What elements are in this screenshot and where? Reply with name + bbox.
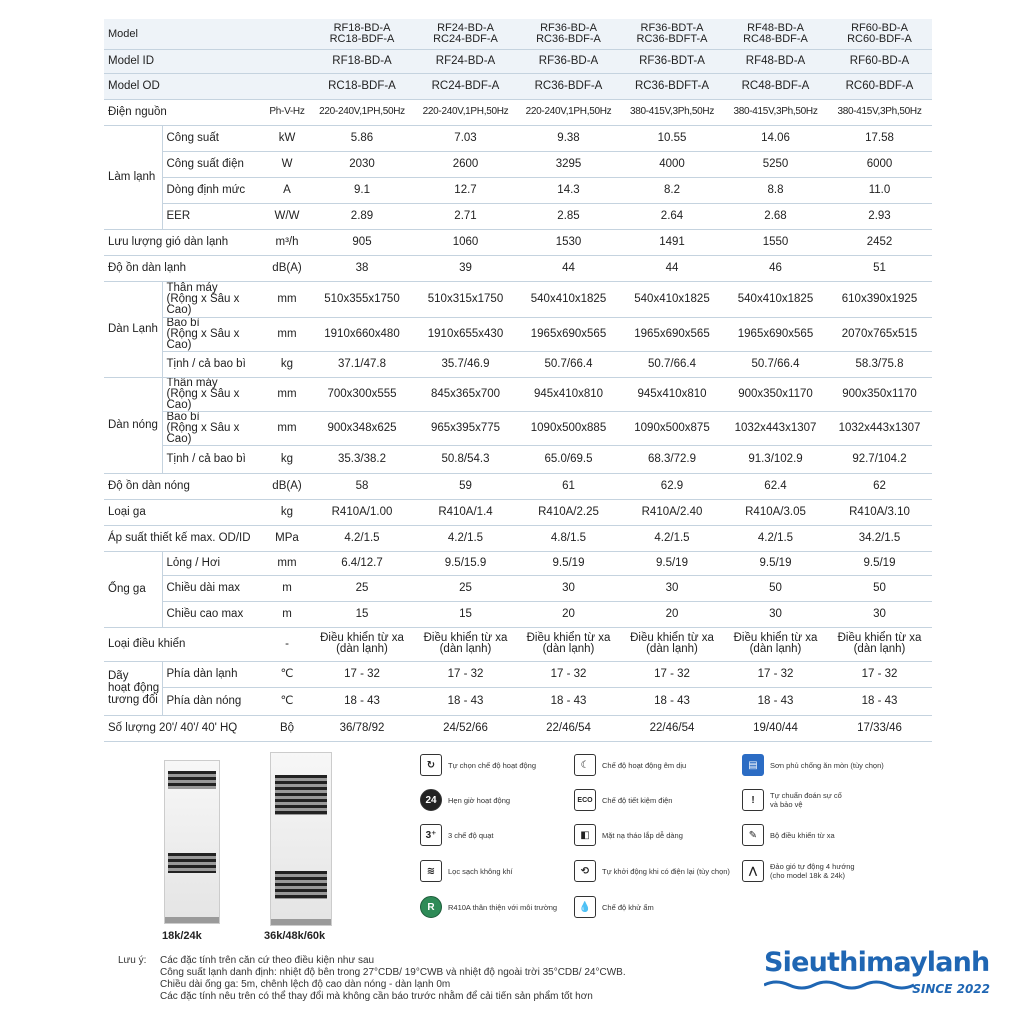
feature-text: Chế độ hoạt động êm dịu (602, 760, 687, 770)
table-row (104, 411, 932, 445)
value-cell: Điều khiển từ xa (dàn lạnh) (414, 627, 517, 661)
value-cell: 11.0 (827, 177, 932, 203)
value-cell: 25 (414, 575, 517, 601)
value-cell: 17 - 32 (310, 661, 414, 687)
value-cell: 19/40/44 (724, 715, 827, 741)
value-cell: 540x410x1825 (724, 281, 827, 317)
value-cell: 62.4 (724, 473, 827, 499)
indoor-unit-small-image (164, 760, 220, 924)
sub-label: Phía dàn nóng (162, 687, 264, 715)
table-row (104, 377, 932, 411)
table-row (104, 551, 932, 575)
value-cell: 4.8/1.5 (517, 525, 620, 551)
value-cell: 50 (724, 575, 827, 601)
value-cell: 17 - 32 (724, 661, 827, 687)
value-cell: 30 (620, 575, 724, 601)
table-row (104, 151, 932, 177)
unit-cell: Ph-V-Hz (264, 99, 310, 125)
value-cell: 380-415V,3Ph,50Hz (827, 99, 932, 125)
value-cell: 1530 (517, 229, 620, 255)
feature-item (574, 752, 686, 778)
feature-item (742, 752, 884, 778)
sub-label: EER (162, 203, 264, 229)
unit-cell: A (264, 177, 310, 203)
model-cell: RC36-BDF-A (517, 73, 620, 99)
value-cell: 38 (310, 255, 414, 281)
feature-item (574, 822, 683, 848)
unit-cell: dB(A) (264, 255, 310, 281)
group-label: Dàn nóng (104, 377, 162, 473)
unit-cell: W (264, 151, 310, 177)
table-row (104, 715, 932, 741)
model-cell: RF36-BD-A RC36-BDF-A (517, 19, 620, 49)
value-cell: 510x355x1750 (310, 281, 414, 317)
value-cell: 220-240V,1PH,50Hz (310, 99, 414, 125)
value-cell: 17 - 32 (517, 661, 620, 687)
value-cell: 25 (310, 575, 414, 601)
value-cell: 9.5/19 (827, 551, 932, 575)
value-cell: 380-415V,3Ph,50Hz (724, 99, 827, 125)
row-label: Độ ồn dàn lạnh (104, 255, 264, 281)
remote-icon: ✎ (742, 824, 764, 846)
value-cell: 92.7/104.2 (827, 445, 932, 473)
value-cell: 900x350x1170 (724, 377, 827, 411)
table-row (104, 49, 932, 73)
value-cell: 17.58 (827, 125, 932, 151)
value-cell: 18 - 43 (414, 687, 517, 715)
value-cell: 9.5/15.9 (414, 551, 517, 575)
value-cell: 7.03 (414, 125, 517, 151)
value-cell: 68.3/72.9 (620, 445, 724, 473)
value-cell: 2600 (414, 151, 517, 177)
model-cell: RF24-BD-A (414, 49, 517, 73)
value-cell: R410A/1.00 (310, 499, 414, 525)
value-cell: 58 (310, 473, 414, 499)
sub-label: Công suất (162, 125, 264, 151)
value-cell: 18 - 43 (620, 687, 724, 715)
value-cell: 5.86 (310, 125, 414, 151)
feature-item (420, 858, 513, 884)
value-cell: 4.2/1.5 (620, 525, 724, 551)
feature-text: Tự khởi động khi có điện lại (tùy chọn) (602, 866, 730, 876)
value-cell: 15 (310, 601, 414, 627)
model-cell: RF18-BD-A RC18-BDF-A (310, 19, 414, 49)
group-label: Làm lạnh (104, 125, 162, 229)
table-row (104, 525, 932, 551)
value-cell: 6.4/12.7 (310, 551, 414, 575)
large-unit-caption: 36k/48k/60k (264, 930, 326, 942)
value-cell: 50.7/66.4 (724, 351, 827, 377)
r410a-icon: R (420, 896, 442, 918)
value-cell: 50.8/54.3 (414, 445, 517, 473)
model-cell: RC18-BDF-A (310, 73, 414, 99)
value-cell: 18 - 43 (517, 687, 620, 715)
value-cell: 700x300x555 (310, 377, 414, 411)
value-cell: 965x395x775 (414, 411, 517, 445)
value-cell: 17 - 32 (620, 661, 724, 687)
sub-label: Thân máy (Rộng x Sâu x Cao) (162, 281, 264, 317)
auto-restart-icon: ⟲ (574, 860, 596, 882)
group-label: Dàn Lạnh (104, 281, 162, 377)
table-row (104, 255, 932, 281)
table-row (104, 317, 932, 351)
value-cell: 65.0/69.5 (517, 445, 620, 473)
value-cell: 1032x443x1307 (724, 411, 827, 445)
value-cell: 34.2/1.5 (827, 525, 932, 551)
note-line: Công suất lạnh danh định: nhiệt độ bên trong 27°CDB/ 19°CWB và nhiệt độ ngoài trời 35°CDB/ 24°CWB. (160, 967, 626, 978)
table-row (104, 203, 932, 229)
value-cell: 18 - 43 (827, 687, 932, 715)
value-cell: 2030 (310, 151, 414, 177)
value-cell: 2.68 (724, 203, 827, 229)
feature-text: 3 chế độ quạt (448, 830, 494, 840)
table-row (104, 499, 932, 525)
value-cell: 18 - 43 (724, 687, 827, 715)
value-cell: 1965x690x565 (517, 317, 620, 351)
row-label: Loại điều khiển (104, 627, 264, 661)
value-cell: 22/46/54 (620, 715, 724, 741)
group-label: Ống ga (104, 551, 162, 627)
value-cell: Điều khiển từ xa (dàn lạnh) (310, 627, 414, 661)
notes-label: Lưu ý: (118, 955, 147, 966)
unit-cell: mm (264, 377, 310, 411)
unit-cell: ℃ (264, 687, 310, 715)
row-label: Model (104, 19, 310, 49)
table-row (104, 445, 932, 473)
value-cell: 1090x500x875 (620, 411, 724, 445)
model-cell: RF60-BD-A (827, 49, 932, 73)
timer-24h-icon: 24 (420, 789, 442, 811)
value-cell: 2.93 (827, 203, 932, 229)
feature-text: Hẹn giờ hoạt động (448, 795, 511, 805)
panel-icon: ◧ (574, 824, 596, 846)
dehumidify-icon: 💧 (574, 896, 596, 918)
model-cell: RC48-BDF-A (724, 73, 827, 99)
value-cell: 4000 (620, 151, 724, 177)
value-cell: 900x348x625 (310, 411, 414, 445)
value-cell: 2.64 (620, 203, 724, 229)
model-cell: RC24-BDF-A (414, 73, 517, 99)
unit-cell: m (264, 601, 310, 627)
value-cell: 905 (310, 229, 414, 255)
value-cell: 24/52/66 (414, 715, 517, 741)
unit-cell: kg (264, 351, 310, 377)
value-cell: Điều khiển từ xa (dàn lạnh) (724, 627, 827, 661)
value-cell: 18 - 43 (310, 687, 414, 715)
small-unit-caption: 18k/24k (162, 930, 202, 942)
value-cell: 4.2/1.5 (414, 525, 517, 551)
sub-label: Tịnh / cả bao bì (162, 445, 264, 473)
value-cell: 62.9 (620, 473, 724, 499)
value-cell: 1910x660x480 (310, 317, 414, 351)
unit-cell: ℃ (264, 661, 310, 687)
value-cell: 50.7/66.4 (620, 351, 724, 377)
notes (118, 955, 626, 1003)
value-cell: 1060 (414, 229, 517, 255)
value-cell: 20 (517, 601, 620, 627)
value-cell: 945x410x810 (620, 377, 724, 411)
value-cell: 51 (827, 255, 932, 281)
value-cell: Điều khiển từ xa (dàn lạnh) (827, 627, 932, 661)
feature-text: Lọc sạch không khí (448, 866, 513, 876)
model-cell: RF36-BDT-A (620, 49, 724, 73)
value-cell: 2.85 (517, 203, 620, 229)
value-cell: 46 (724, 255, 827, 281)
value-cell: 1965x690x565 (724, 317, 827, 351)
value-cell: 2.89 (310, 203, 414, 229)
value-cell: 6000 (827, 151, 932, 177)
anti-corrosion-icon: ▤ (742, 754, 764, 776)
value-cell: 2070x765x515 (827, 317, 932, 351)
value-cell: R410A/2.25 (517, 499, 620, 525)
value-cell: 22/46/54 (517, 715, 620, 741)
value-cell: 540x410x1825 (517, 281, 620, 317)
table-row (104, 627, 932, 661)
value-cell: 9.5/19 (724, 551, 827, 575)
table-row (104, 575, 932, 601)
value-cell: 900x350x1170 (827, 377, 932, 411)
value-cell: 2452 (827, 229, 932, 255)
value-cell: 3295 (517, 151, 620, 177)
table-row (104, 73, 932, 99)
row-label: Áp suất thiết kế max. OD/ID (104, 525, 264, 551)
value-cell: 945x410x810 (517, 377, 620, 411)
value-cell: 9.1 (310, 177, 414, 203)
sub-label: Bao bì (Rộng x Sâu x Cao) (162, 317, 264, 351)
spec-table (104, 19, 932, 742)
value-cell: Điều khiển từ xa (dàn lạnh) (517, 627, 620, 661)
unit-cell: mm (264, 281, 310, 317)
table-row (104, 687, 932, 715)
wave-icon (764, 978, 914, 992)
feature-text: Đảo gió tự động 4 hướng (cho model 18k & 24k) (770, 862, 855, 880)
row-label: Loại ga (104, 499, 264, 525)
value-cell: R410A/3.05 (724, 499, 827, 525)
feature-text: Chế độ tiết kiệm điện (602, 795, 673, 805)
value-cell: 50 (827, 575, 932, 601)
value-cell: 35.3/38.2 (310, 445, 414, 473)
value-cell: 610x390x1925 (827, 281, 932, 317)
feature-item (742, 787, 842, 813)
sub-label: Công suất điện (162, 151, 264, 177)
note-line: Các đặc tính nêu trên có thể thay đổi mà không cần báo trước nhằm để cải tiến sản phẩm tốt hơn (160, 991, 593, 1002)
feature-item (574, 787, 672, 813)
value-cell: 14.3 (517, 177, 620, 203)
value-cell: 220-240V,1PH,50Hz (414, 99, 517, 125)
table-row (104, 229, 932, 255)
note-line: Chiều dài ống ga: 5m, chênh lệch độ cao dàn nóng - dàn lạnh 0m (160, 979, 451, 990)
value-cell: 8.8 (724, 177, 827, 203)
unit-cell: m (264, 575, 310, 601)
feature-item (420, 894, 557, 920)
value-cell: 17/33/46 (827, 715, 932, 741)
table-row (104, 473, 932, 499)
value-cell: 17 - 32 (827, 661, 932, 687)
indoor-unit-large-image (270, 752, 332, 926)
model-cell: RC60-BDF-A (827, 73, 932, 99)
unit-cell: MPa (264, 525, 310, 551)
model-cell: RF18-BD-A (310, 49, 414, 73)
value-cell: 845x365x700 (414, 377, 517, 411)
table-row (104, 177, 932, 203)
value-cell: 220-240V,1PH,50Hz (517, 99, 620, 125)
value-cell: R410A/2.40 (620, 499, 724, 525)
unit-cell: mm (264, 411, 310, 445)
feature-text: Mặt nạ tháo lắp dễ dàng (602, 830, 683, 840)
value-cell: 39 (414, 255, 517, 281)
value-cell: 44 (620, 255, 724, 281)
sub-label: Tịnh / cả bao bì (162, 351, 264, 377)
feature-item (420, 752, 536, 778)
model-cell: RF36-BDT-A RC36-BDFT-A (620, 19, 724, 49)
row-label: Model OD (104, 73, 310, 99)
value-cell: 9.5/19 (620, 551, 724, 575)
model-cell: RF48-BD-A (724, 49, 827, 73)
value-cell: 9.38 (517, 125, 620, 151)
sub-label: Phía dàn lạnh (162, 661, 264, 687)
table-row (104, 281, 932, 317)
value-cell: 5250 (724, 151, 827, 177)
unit-cell: kW (264, 125, 310, 151)
model-cell: RF24-BD-A RC24-BDF-A (414, 19, 517, 49)
table-row (104, 125, 932, 151)
model-cell: RF48-BD-A RC48-BDF-A (724, 19, 827, 49)
value-cell: 1032x443x1307 (827, 411, 932, 445)
brand-logo (764, 948, 996, 998)
table-row (104, 601, 932, 627)
self-diagnosis-icon: ! (742, 789, 764, 811)
unit-cell: mm (264, 317, 310, 351)
value-cell: 1491 (620, 229, 724, 255)
sub-label: Bao bì (Rộng x Sâu x Cao) (162, 411, 264, 445)
value-cell: 8.2 (620, 177, 724, 203)
sub-label: Dòng định mức (162, 177, 264, 203)
value-cell: 37.1/47.8 (310, 351, 414, 377)
sub-label: Thân máy (Rộng x Sâu x Cao) (162, 377, 264, 411)
quiet-mode-icon: ☾ (574, 754, 596, 776)
value-cell: 4.2/1.5 (724, 525, 827, 551)
feature-item (742, 822, 835, 848)
feature-text: Sơn phủ chống ăn mòn (tùy chọn) (770, 760, 884, 770)
row-label: Lưu lượng gió dàn lạnh (104, 229, 264, 255)
value-cell: 540x410x1825 (620, 281, 724, 317)
unit-cell: W/W (264, 203, 310, 229)
feature-text: Tự chuẩn đoán sự cố và bảo vệ (770, 791, 842, 809)
row-label: Độ ồn dàn nóng (104, 473, 264, 499)
feature-item (574, 894, 654, 920)
unit-cell: Bộ (264, 715, 310, 741)
value-cell: 30 (827, 601, 932, 627)
value-cell: 91.3/102.9 (724, 445, 827, 473)
value-cell: 30 (517, 575, 620, 601)
row-label: Điện nguồn (104, 99, 264, 125)
unit-cell: mm (264, 551, 310, 575)
value-cell: R410A/1.4 (414, 499, 517, 525)
feature-item (742, 858, 855, 884)
value-cell: 35.7/46.9 (414, 351, 517, 377)
note-line: Các đặc tính trên căn cứ theo điều kiện như sau (160, 955, 375, 966)
group-label: Dãy hoạt động tương đối (104, 661, 162, 715)
auto-mode-icon: ↻ (420, 754, 442, 776)
value-cell: 44 (517, 255, 620, 281)
value-cell: 380-415V,3Ph,50Hz (620, 99, 724, 125)
value-cell: Điều khiển từ xa (dàn lạnh) (620, 627, 724, 661)
feature-item (420, 822, 493, 848)
brand-since: SINCE 2022 (912, 982, 990, 996)
value-cell: 17 - 32 (414, 661, 517, 687)
value-cell: 1550 (724, 229, 827, 255)
value-cell: 10.55 (620, 125, 724, 151)
value-cell: 14.06 (724, 125, 827, 151)
feature-text: Chế độ khử ẩm (602, 902, 654, 912)
value-cell: 510x315x1750 (414, 281, 517, 317)
unit-cell: kg (264, 445, 310, 473)
model-cell: RF36-BD-A (517, 49, 620, 73)
unit-cell: m³/h (264, 229, 310, 255)
value-cell: 1910x655x430 (414, 317, 517, 351)
model-cell: RC36-BDFT-A (620, 73, 724, 99)
value-cell: 61 (517, 473, 620, 499)
swing-icon: ⋀ (742, 860, 764, 882)
unit-cell: - (264, 627, 310, 661)
row-label: Model ID (104, 49, 310, 73)
unit-cell: kg (264, 499, 310, 525)
sub-label: Chiều cao max (162, 601, 264, 627)
air-filter-icon: ≋ (420, 860, 442, 882)
value-cell: R410A/3.10 (827, 499, 932, 525)
value-cell: 30 (724, 601, 827, 627)
row-label: Số lượng 20'/ 40'/ 40' HQ (104, 715, 264, 741)
sub-label: Lỏng / Hơi (162, 551, 264, 575)
value-cell: 15 (414, 601, 517, 627)
feature-item (574, 858, 730, 884)
feature-text: Bộ điều khiển từ xa (770, 830, 835, 840)
feature-text: R410A thân thiện với môi trường (448, 902, 558, 912)
value-cell: 20 (620, 601, 724, 627)
table-row (104, 99, 932, 125)
fan-speed-icon: 3⁺ (420, 824, 442, 846)
value-cell: 1090x500x885 (517, 411, 620, 445)
value-cell: 9.5/19 (517, 551, 620, 575)
table-row (104, 351, 932, 377)
feature-text: Tự chọn chế độ hoạt động (448, 760, 537, 770)
eco-icon: ECO (574, 789, 596, 811)
brand-name: Sieuthimaylanh (764, 947, 990, 978)
unit-cell: dB(A) (264, 473, 310, 499)
value-cell: 12.7 (414, 177, 517, 203)
table-row (104, 19, 932, 49)
sub-label: Chiều dài max (162, 575, 264, 601)
value-cell: 58.3/75.8 (827, 351, 932, 377)
value-cell: 62 (827, 473, 932, 499)
value-cell: 59 (414, 473, 517, 499)
value-cell: 2.71 (414, 203, 517, 229)
value-cell: 36/78/92 (310, 715, 414, 741)
value-cell: 1965x690x565 (620, 317, 724, 351)
value-cell: 4.2/1.5 (310, 525, 414, 551)
value-cell: 50.7/66.4 (517, 351, 620, 377)
model-cell: RF60-BD-A RC60-BDF-A (827, 19, 932, 49)
table-row (104, 661, 932, 687)
feature-item (420, 787, 510, 813)
